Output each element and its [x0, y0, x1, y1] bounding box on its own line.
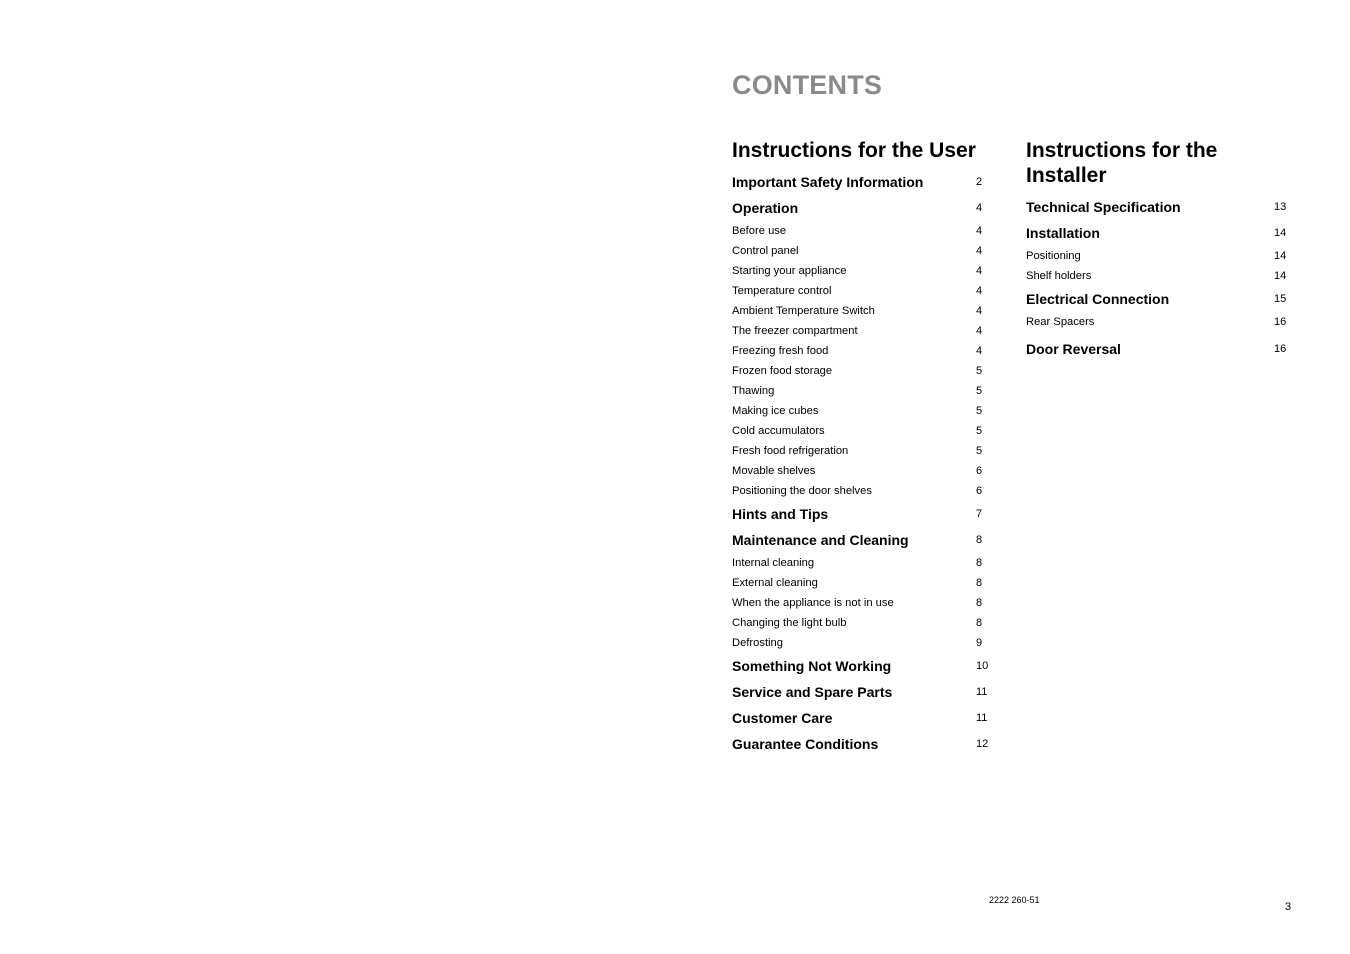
toc-entry — [1026, 266, 1288, 286]
toc-entry — [732, 381, 988, 401]
toc-entry-label: Door Reversal — [1026, 341, 1121, 357]
toc-entry-page: 13 — [1274, 201, 1287, 213]
toc-entry-label: Thawing — [732, 385, 775, 397]
toc-entry — [732, 321, 988, 341]
toc-entry — [732, 421, 988, 441]
toc-entry-page: 6 — [976, 485, 983, 497]
toc-entry-page: 8 — [976, 557, 983, 569]
toc-entry-label: Important Safety Information — [732, 174, 924, 190]
toc-entry — [732, 633, 988, 653]
toc-entry-label: Frozen food storage — [732, 365, 833, 377]
toc-entry-page: 4 — [976, 345, 983, 357]
toc-entry-page: 8 — [976, 617, 983, 629]
toc-entry — [732, 301, 988, 321]
toc-entry-label: Service and Spare Parts — [732, 684, 893, 700]
toc-entry — [732, 261, 988, 281]
toc-entry-page: 4 — [976, 325, 983, 337]
toc-entry-page: 16 — [1274, 343, 1287, 355]
toc-entry — [732, 169, 988, 195]
toc-entry-label: When the appliance is not in use — [732, 597, 894, 609]
user-instructions-column — [732, 138, 988, 757]
toc-entry — [732, 653, 988, 679]
toc-entry-page: 10 — [976, 660, 989, 672]
toc-entry-page: 11 — [976, 712, 988, 724]
user-toc-list — [732, 169, 988, 757]
toc-entry-label: Technical Specification — [1026, 199, 1181, 215]
toc-entry — [1026, 194, 1288, 220]
toc-entry-label: Electrical Connection — [1026, 291, 1170, 307]
toc-entry — [732, 705, 988, 731]
toc-entry — [732, 527, 988, 553]
toc-entry-page: 4 — [976, 225, 983, 237]
toc-entry-label: Positioning the door shelves — [732, 485, 872, 497]
toc-entry-label: Rear Spacers — [1026, 316, 1095, 328]
toc-entry-page: 2 — [976, 176, 983, 188]
toc-entry — [732, 341, 988, 361]
toc-entry-label: Something Not Working — [732, 658, 892, 674]
toc-entry-page: 15 — [1274, 293, 1287, 305]
toc-entry — [732, 281, 988, 301]
installer-instructions-heading: Instructions for the Installer — [1026, 139, 1218, 187]
toc-entry-page: 5 — [976, 405, 983, 417]
toc-entry — [732, 501, 988, 527]
toc-entry-page: 12 — [976, 738, 989, 750]
toc-entry — [1026, 312, 1288, 332]
toc-entry-label: Ambient Temperature Switch — [732, 305, 875, 317]
toc-entry-page: 6 — [976, 465, 983, 477]
toc-entry-label: Cold accumulators — [732, 425, 825, 437]
toc-entry-page: 5 — [976, 385, 983, 397]
toc-entry — [732, 361, 988, 381]
toc-entry-label: Positioning — [1026, 250, 1081, 262]
toc-entry-page: 4 — [976, 202, 983, 214]
toc-entry-page: 5 — [976, 445, 983, 457]
document-code: 2222 260-51 — [989, 895, 1040, 905]
toc-entry — [732, 241, 988, 261]
toc-entry-label: Control panel — [732, 245, 799, 257]
toc-entry-label: Hints and Tips — [732, 506, 829, 522]
installer-instructions-column — [1026, 138, 1288, 362]
toc-entry-label: Customer Care — [732, 710, 833, 726]
toc-entry — [732, 731, 988, 757]
toc-entry — [1026, 286, 1288, 312]
toc-entry — [732, 441, 988, 461]
toc-entry-page: 4 — [976, 265, 983, 277]
toc-entry-page: 14 — [1274, 227, 1287, 239]
page-number: 3 — [1285, 901, 1292, 913]
toc-entry-label: Internal cleaning — [732, 557, 815, 569]
toc-entry — [732, 593, 988, 613]
toc-entry — [732, 195, 988, 221]
toc-entry-label: External cleaning — [732, 577, 818, 589]
toc-entry-page: 8 — [976, 597, 983, 609]
toc-entry-label: Installation — [1026, 225, 1100, 241]
toc-entry-label: Defrosting — [732, 637, 783, 649]
installer-toc-list — [1026, 194, 1288, 362]
toc-entry — [1026, 220, 1288, 246]
toc-entry-page: 14 — [1274, 250, 1287, 262]
toc-entry-label: Changing the light bulb — [732, 617, 847, 629]
toc-entry — [732, 461, 988, 481]
toc-entry-page: 8 — [976, 534, 983, 546]
toc-entry-page: 16 — [1274, 316, 1287, 328]
toc-entry-page: 7 — [976, 508, 983, 520]
toc-entry — [1026, 246, 1288, 266]
toc-entry-label: Shelf holders — [1026, 270, 1092, 282]
toc-entry-page: 4 — [976, 245, 983, 257]
toc-entry — [732, 221, 988, 241]
toc-entry — [732, 481, 988, 501]
toc-entry-label: Before use — [732, 225, 787, 237]
toc-entry-label: Maintenance and Cleaning — [732, 532, 909, 548]
toc-entry-page: 4 — [976, 305, 983, 317]
toc-entry — [732, 573, 988, 593]
toc-entry — [732, 613, 988, 633]
toc-entry-label: Guarantee Conditions — [732, 736, 879, 752]
toc-entry-page: 11 — [976, 686, 988, 698]
toc-entry-page: 14 — [1274, 270, 1287, 282]
user-instructions-heading: Instructions for the User — [732, 139, 976, 162]
toc-entry-label: Starting your appliance — [732, 265, 847, 277]
toc-entry-label: Movable shelves — [732, 465, 816, 477]
toc-entry — [1026, 336, 1288, 362]
toc-entry-page: 4 — [976, 285, 983, 297]
toc-entry-label: The freezer compartment — [732, 325, 858, 337]
toc-entry-page: 5 — [976, 365, 983, 377]
toc-entry-label: Fresh food refrigeration — [732, 445, 849, 457]
toc-entry-page: 9 — [976, 637, 983, 649]
toc-entry-label: Temperature control — [732, 285, 832, 297]
toc-entry — [732, 553, 988, 573]
toc-entry — [732, 401, 988, 421]
toc-entry — [732, 679, 988, 705]
toc-entry-page: 8 — [976, 577, 983, 589]
toc-entry-label: Freezing fresh food — [732, 345, 829, 357]
toc-entry-page: 5 — [976, 425, 983, 437]
contents-title: CONTENTS — [732, 70, 883, 100]
toc-entry-label: Making ice cubes — [732, 405, 819, 417]
toc-entry-label: Operation — [732, 200, 799, 216]
